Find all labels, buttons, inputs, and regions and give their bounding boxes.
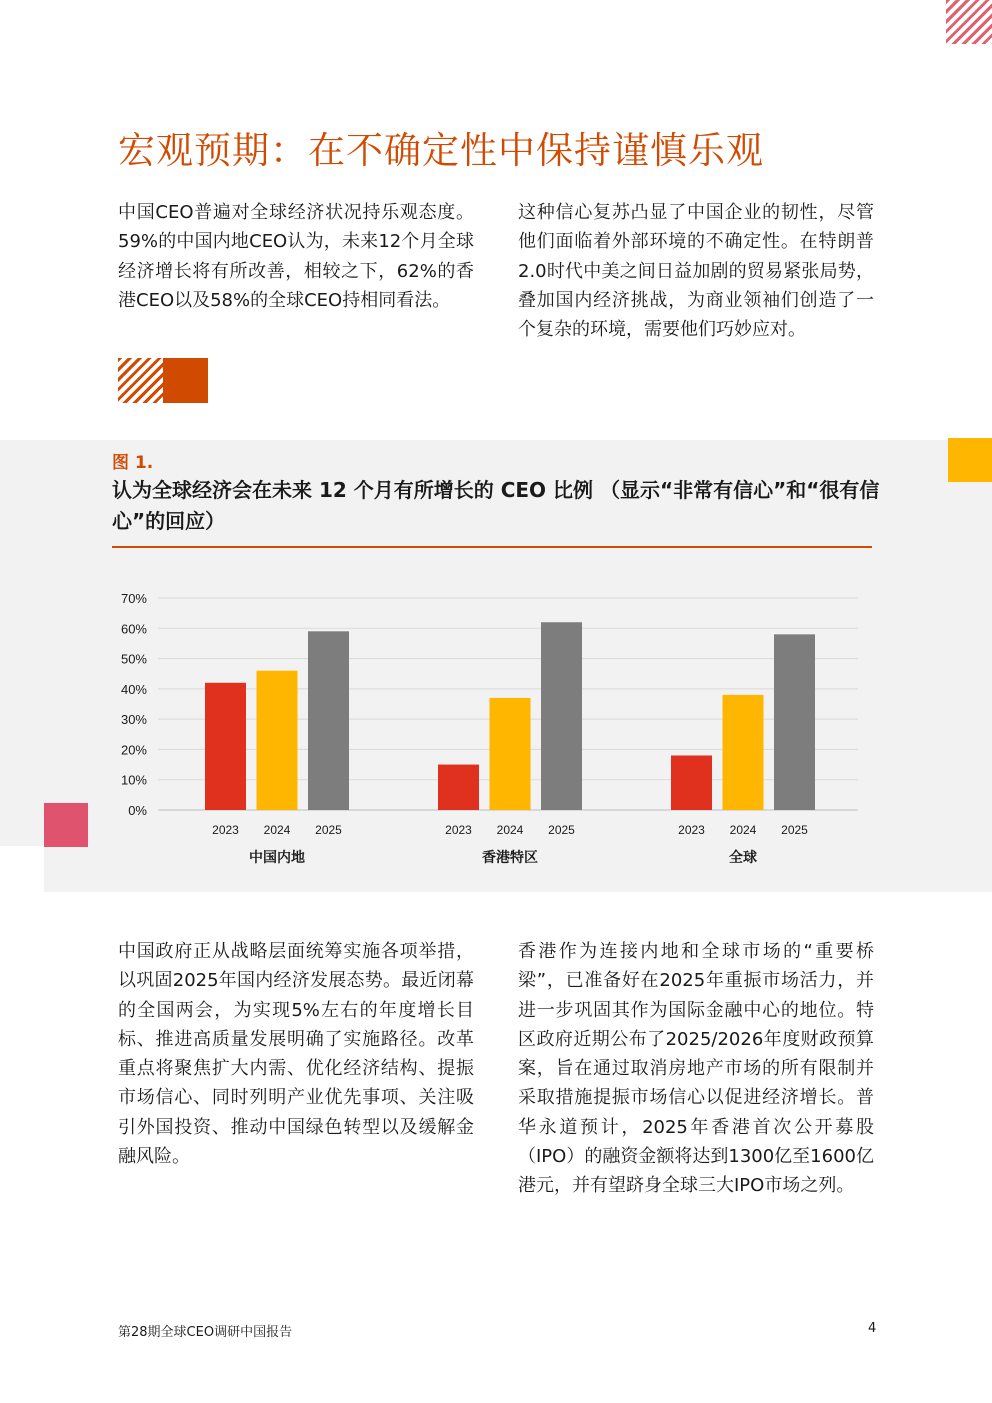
y-tick-label: 30%	[120, 712, 147, 728]
bar	[671, 755, 712, 810]
x-tick-label: 2025	[548, 823, 575, 837]
bar	[438, 765, 479, 810]
body-right-paragraph: 香港作为连接内地和全球市场的“重要桥梁”，已准备好在2025年重振市场活力，并进一步巩固其作为国际金融中心的地位。特区政府近期公布了2025/2026年度财政预算案，旨在通过取消房地产市场的所有限制并采取措施提振市场信心以促进经济增长。普华永道预计，2025年香港首次公开募股（IPO）的融资金额将达到1300亿至1600亿港元，并有望跻身全球三大IPO市场之列。	[518, 941, 874, 1197]
bar	[774, 634, 815, 810]
corner-stripe-decoration	[946, 0, 992, 44]
yellow-square-decoration	[948, 438, 992, 482]
intro-left-paragraph: 中国CEO普遍对全球经济状况持乐观态度。59%的中国内地CEO认为，未来12个月全球经济增长将有所改善，相较之下，62%的香港CEO以及58%的全球CEO持相同看法。	[118, 202, 474, 311]
x-tick-label: 2024	[729, 823, 757, 837]
hatch-decoration	[118, 358, 163, 403]
x-tick-label: 2025	[781, 823, 808, 837]
body-left-paragraph: 中国政府正从战略层面统筹实施各项举措，以巩固2025年国内经济发展态势。最近闭幕的全国两会，为实现5%左右的年度增长目标、推进高质量发展明确了实施路径。改革重点将聚焦扩大内需、优化经济结构、提振市场信心、同时列明产业优先事项、关注吸引外国投资、推动中国绿色转型以及缓解金融风险。	[118, 941, 474, 1168]
group-label: 中国内地	[249, 849, 305, 865]
y-tick-label: 0%	[128, 803, 147, 818]
group-label: 全球	[729, 849, 757, 865]
x-tick-label: 2023	[445, 823, 472, 837]
bar	[490, 698, 531, 810]
x-tick-label: 2024	[263, 823, 291, 837]
orange-square-decoration	[163, 358, 208, 403]
bar	[205, 683, 246, 810]
bar-chart	[0, 580, 992, 880]
group-label: 香港特区	[482, 849, 538, 865]
figure-title: 认为全球经济会在未来 12 个月有所增长的 CEO 比例 （显示“非常有信心”和“很有信心”的回应）	[112, 478, 880, 533]
y-tick-label: 60%	[120, 621, 147, 637]
bar	[541, 622, 582, 810]
figure-title-rule	[112, 546, 872, 548]
y-tick-label: 20%	[120, 742, 147, 758]
figure-label: 图 1.	[112, 453, 154, 473]
y-tick-label: 70%	[120, 591, 147, 606]
y-tick-label: 50%	[120, 651, 147, 667]
y-tick-label: 10%	[120, 772, 147, 788]
footer-report-name: 第28期全球CEO调研中国报告	[118, 1325, 293, 1340]
x-tick-label: 2024	[496, 823, 524, 837]
page-number: 4	[868, 1321, 877, 1336]
x-tick-label: 2023	[212, 823, 239, 837]
intro-right-paragraph: 这种信心复苏凸显了中国企业的韧性，尽管他们面临着外部环境的不确定性。在特朗普2.0时代中美之间日益加剧的贸易紧张局势，叠加国内经济挑战，为商业领袖们创造了一个复杂的环境，需要他们巧妙应对。	[518, 202, 874, 341]
bar	[308, 631, 349, 810]
page-title: 宏观预期：在不确定性中保持谨慎乐观	[118, 129, 764, 172]
y-tick-label: 40%	[120, 681, 147, 697]
x-tick-label: 2025	[315, 823, 342, 837]
x-tick-label: 2023	[678, 823, 705, 837]
bar	[723, 695, 764, 810]
bar	[257, 671, 298, 810]
